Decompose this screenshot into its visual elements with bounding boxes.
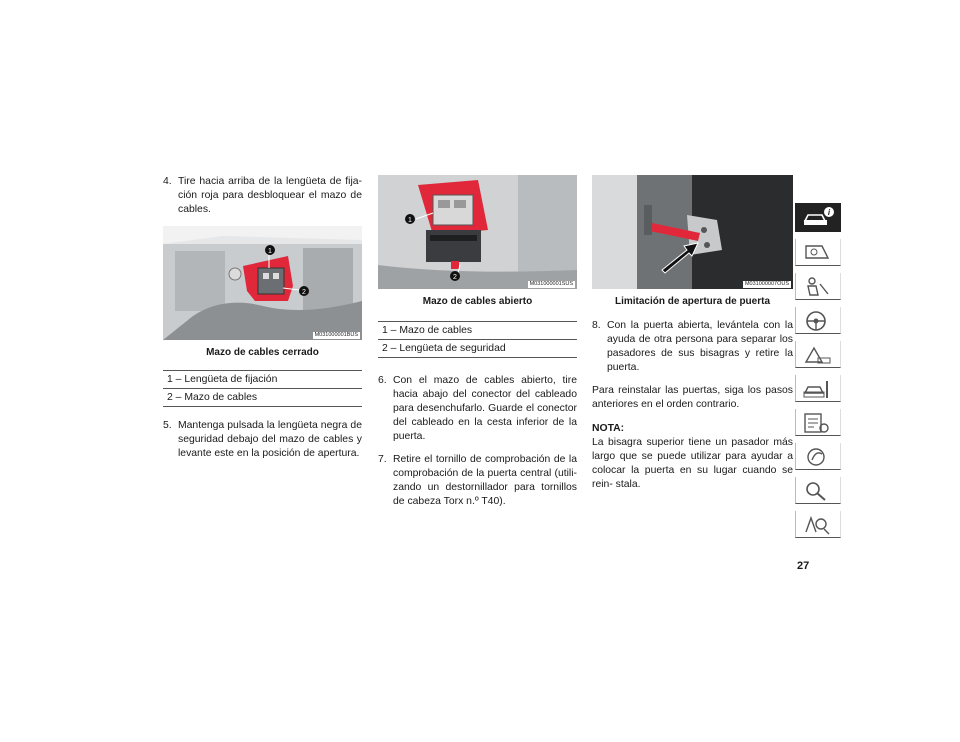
callout-2: 2 (302, 289, 306, 296)
step-number: 8. (592, 320, 601, 331)
tab-languages[interactable] (795, 511, 841, 538)
step-text: Retire el tornillo de comprobación de la comprobación de la puerta central (utili- zando un destornillador para tornillos de cabeza Torx n.º T40). (393, 454, 577, 507)
legend-table (163, 370, 362, 407)
step-4 (163, 175, 362, 217)
photo-harness-open (378, 175, 577, 289)
tab-servicing[interactable] (795, 375, 841, 402)
step-number: 6. (378, 375, 387, 386)
photo-caption: Mazo de cables abierto (422, 296, 533, 307)
roadside-warning-icon (802, 344, 834, 366)
legend-table (378, 321, 577, 358)
step-number: 5. (163, 420, 172, 431)
callout-2: 2 (453, 274, 457, 281)
step-6 (378, 374, 577, 444)
note-text: La bisagra superior tiene un pasador más largo que se puede utilizar para ayudar a colocar la puerta en su lugar cuando se rein- stala. (592, 437, 793, 490)
step-text: Con la puerta abierta, levántela con la ayuda de otra persona para separar los pasadores de sus bisagras y retire la puerta. (607, 320, 793, 373)
index-search-icon (802, 480, 834, 502)
chapter-tabs (795, 203, 841, 545)
car-info-icon (802, 206, 834, 228)
legend-row: 2 – Lengüeta de seguridad (378, 340, 577, 358)
photo-harness-closed (163, 226, 362, 340)
seat-safety-icon (802, 276, 834, 298)
tab-getting-to-know-vehicle[interactable] (795, 203, 841, 232)
dashboard-warning-icon (802, 242, 834, 264)
photo-code: M031000001SUS (529, 281, 573, 287)
step-7 (378, 453, 577, 509)
tab-multimedia[interactable] (795, 443, 841, 470)
tab-index[interactable] (795, 477, 841, 504)
steering-wheel-icon (802, 310, 834, 332)
tab-emergency[interactable] (795, 341, 841, 368)
page-number: 27 (797, 560, 810, 572)
tab-starting-operating[interactable] (795, 307, 841, 334)
column-3 (592, 175, 793, 492)
callout-1: 1 (268, 248, 272, 255)
tab-technical-specs[interactable] (795, 409, 841, 436)
service-tools-icon (802, 378, 834, 400)
photo-code: M031000007OUS (744, 281, 789, 287)
languages-icon (802, 514, 834, 536)
legend-row: 1 – Lengüeta de fijación (163, 371, 362, 389)
step-text: Mantenga pulsada la lengüeta negra de seguridad debajo del mazo de cables y levante este en la posición de apertura. (178, 420, 362, 459)
photo-code: M031000001BUS (314, 332, 358, 338)
reinstall-paragraph: Para reinstalar las puertas, siga los pasos anteriores en el orden contrario. (592, 385, 793, 410)
step-5 (163, 419, 362, 461)
photo-door-hinge (592, 175, 793, 289)
legend-row: 2 – Mazo de cables (163, 389, 362, 407)
step-text: Tire hacia arriba de la lengüeta de fija- ción roja para desbloquear el mazo de cables. (178, 176, 362, 215)
column-1 (163, 175, 362, 461)
photo-caption: Mazo de cables cerrado (206, 347, 319, 358)
note-heading: NOTA: (592, 423, 625, 434)
step-number: 4. (163, 176, 172, 187)
column-2 (378, 175, 577, 509)
photo-caption: Limitación de apertura de puerta (614, 296, 771, 307)
step-number: 7. (378, 454, 387, 465)
legend-row: 1 – Mazo de cables (378, 322, 577, 340)
checklist-gear-icon (802, 412, 834, 434)
svg-text:i: i (827, 208, 831, 217)
step-8 (592, 319, 793, 375)
tab-instrument-panel[interactable] (795, 239, 841, 266)
step-text: Con el mazo de cables abierto, tire hacia abajo del conector del cableado para desenchufarlo. Guarde el conector del cableado en la cesta inferior de la puerta. (393, 375, 577, 442)
multimedia-icon (802, 446, 834, 468)
callout-1: 1 (408, 217, 412, 224)
tab-safety[interactable] (795, 273, 841, 300)
